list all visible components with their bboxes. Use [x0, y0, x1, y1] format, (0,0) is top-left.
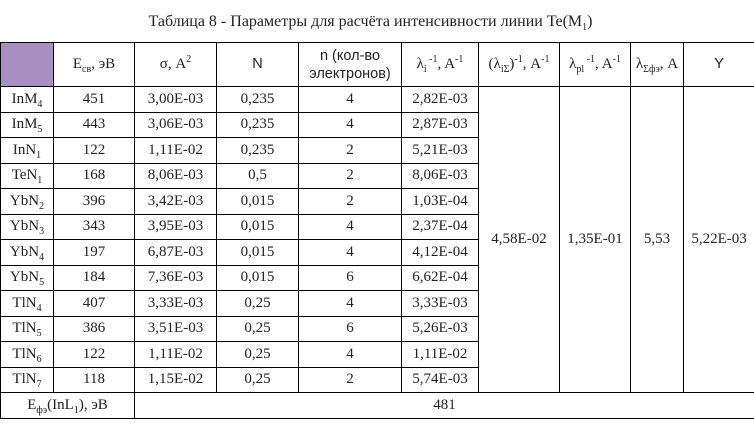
cell-lambda-i: 2,37E-04 [402, 214, 479, 240]
cell-n: 0,015 [217, 214, 299, 240]
cell-lambda-sfe: 5,53 [631, 87, 684, 393]
row-element: TeN$_1$ [1, 163, 54, 189]
row-element: YbN$_3$ [1, 214, 54, 240]
corner-cell [1, 43, 54, 87]
header-lambda-i: $\lambda_i$ $^{-1}$, $A^{-1}$ [402, 43, 479, 87]
cell-n: 0,015 [217, 189, 299, 215]
cell-e-sv: 343 [54, 214, 135, 240]
cell-lambda-i: 2,82E-03 [402, 87, 479, 113]
row-element: InN$_1$ [1, 138, 54, 164]
cell-n-electrons: 4 [299, 214, 402, 240]
cell-n-electrons: 4 [299, 291, 402, 317]
cell-sigma: 3,06E-03 [135, 112, 217, 138]
cell-n: 0,25 [217, 316, 299, 342]
cell-lambda-i: 8,06E-03 [402, 163, 479, 189]
row-element: TlN$_4$ [1, 291, 54, 317]
cell-n-electrons: 4 [299, 342, 402, 368]
cell-n-electrons: 4 [299, 87, 402, 113]
cell-n-electrons: 6 [299, 316, 402, 342]
cell-e-sv: 386 [54, 316, 135, 342]
cell-n-electrons: 4 [299, 240, 402, 266]
cell-lambda-pl: 1,35E-01 [560, 87, 631, 393]
cell-sigma: 3,42E-03 [135, 189, 217, 215]
table-row [1, 87, 754, 113]
cell-n: 0,015 [217, 265, 299, 291]
cell-sigma: 7,36E-03 [135, 265, 217, 291]
cell-e-sv: 443 [54, 112, 135, 138]
header-lambda-sfe: $\lambda_{\Sigma фэ}$, A [631, 43, 684, 87]
cell-n: 0,235 [217, 112, 299, 138]
footer-value: 481 [135, 393, 754, 419]
header-e-sv: $E_{св}$, эВ [54, 43, 135, 87]
row-element: TlN$_6$ [1, 342, 54, 368]
header-n-electrons: n (кол-во электронов) [299, 43, 402, 87]
header-row [1, 43, 754, 87]
cell-lambda-i: 5,74E-03 [402, 367, 479, 393]
cell-n: 0,25 [217, 367, 299, 393]
cell-n: 0,5 [217, 163, 299, 189]
cell-lambda-i: 1,11E-02 [402, 342, 479, 368]
header-y: Y [684, 43, 754, 87]
cell-lambda-i: 1,03E-04 [402, 189, 479, 215]
cell-n-electrons: 2 [299, 367, 402, 393]
cell-e-sv: 451 [54, 87, 135, 113]
cell-sigma: 1,11E-02 [135, 138, 217, 164]
cell-sigma: 1,15E-02 [135, 367, 217, 393]
table-title: Таблица 8 - Параметры для расчёта интенсивности линии $Te(M_1)$ [1, 0, 754, 43]
row-element: TlN$_5$ [1, 316, 54, 342]
row-element: TlN$_7$ [1, 367, 54, 393]
row-element: YbN$_4$ [1, 240, 54, 266]
cell-n-electrons: 2 [299, 163, 402, 189]
cell-n: 0,235 [217, 87, 299, 113]
cell-lambda-i: 5,26E-03 [402, 316, 479, 342]
cell-e-sv: 168 [54, 163, 135, 189]
cell-n-electrons: 4 [299, 112, 402, 138]
cell-n: 0,25 [217, 342, 299, 368]
cell-n: 0,015 [217, 240, 299, 266]
cell-sigma: 3,33E-03 [135, 291, 217, 317]
footer-label: $E_{фэ}(InL_1)$, эВ [1, 393, 135, 419]
cell-y: 5,22E-03 [684, 87, 754, 393]
cell-sigma: 1,11E-02 [135, 342, 217, 368]
cell-e-sv: 122 [54, 342, 135, 368]
footer-row [1, 393, 754, 419]
cell-e-sv: 197 [54, 240, 135, 266]
cell-n: 0,25 [217, 291, 299, 317]
cell-lambda-i: 2,87E-03 [402, 112, 479, 138]
row-element: YbN$_2$ [1, 189, 54, 215]
cell-sigma: 3,95E-03 [135, 214, 217, 240]
cell-sigma: 3,00E-03 [135, 87, 217, 113]
row-element: InM$_5$ [1, 112, 54, 138]
cell-e-sv: 122 [54, 138, 135, 164]
cell-sigma: 6,87E-03 [135, 240, 217, 266]
row-element: YbN$_5$ [1, 265, 54, 291]
cell-n-electrons: 2 [299, 189, 402, 215]
cell-lambda-i: 4,12E-04 [402, 240, 479, 266]
cell-lambda-i: 5,21E-03 [402, 138, 479, 164]
cell-e-sv: 184 [54, 265, 135, 291]
cell-e-sv: 407 [54, 291, 135, 317]
cell-n-electrons: 2 [299, 138, 402, 164]
header-lambda-pl: $\lambda_{pl}$ $^{-1}$, $A^{-1}$ [560, 43, 631, 87]
cell-lambda-i: 3,33E-03 [402, 291, 479, 317]
header-n: N [217, 43, 299, 87]
cell-n: 0,235 [217, 138, 299, 164]
cell-e-sv: 118 [54, 367, 135, 393]
cell-lambda-isum: 4,58E-02 [479, 87, 560, 393]
cell-lambda-i: 6,62E-04 [402, 265, 479, 291]
row-element: InM$_4$ [1, 87, 54, 113]
header-lambda-isum: $(\lambda_{i\Sigma})^{-1}$, $A^{-1}$ [479, 43, 560, 87]
header-sigma: σ, $A^2$ [135, 43, 217, 87]
cell-n-electrons: 6 [299, 265, 402, 291]
cell-sigma: 3,51E-03 [135, 316, 217, 342]
cell-sigma: 8,06E-03 [135, 163, 217, 189]
cell-e-sv: 396 [54, 189, 135, 215]
